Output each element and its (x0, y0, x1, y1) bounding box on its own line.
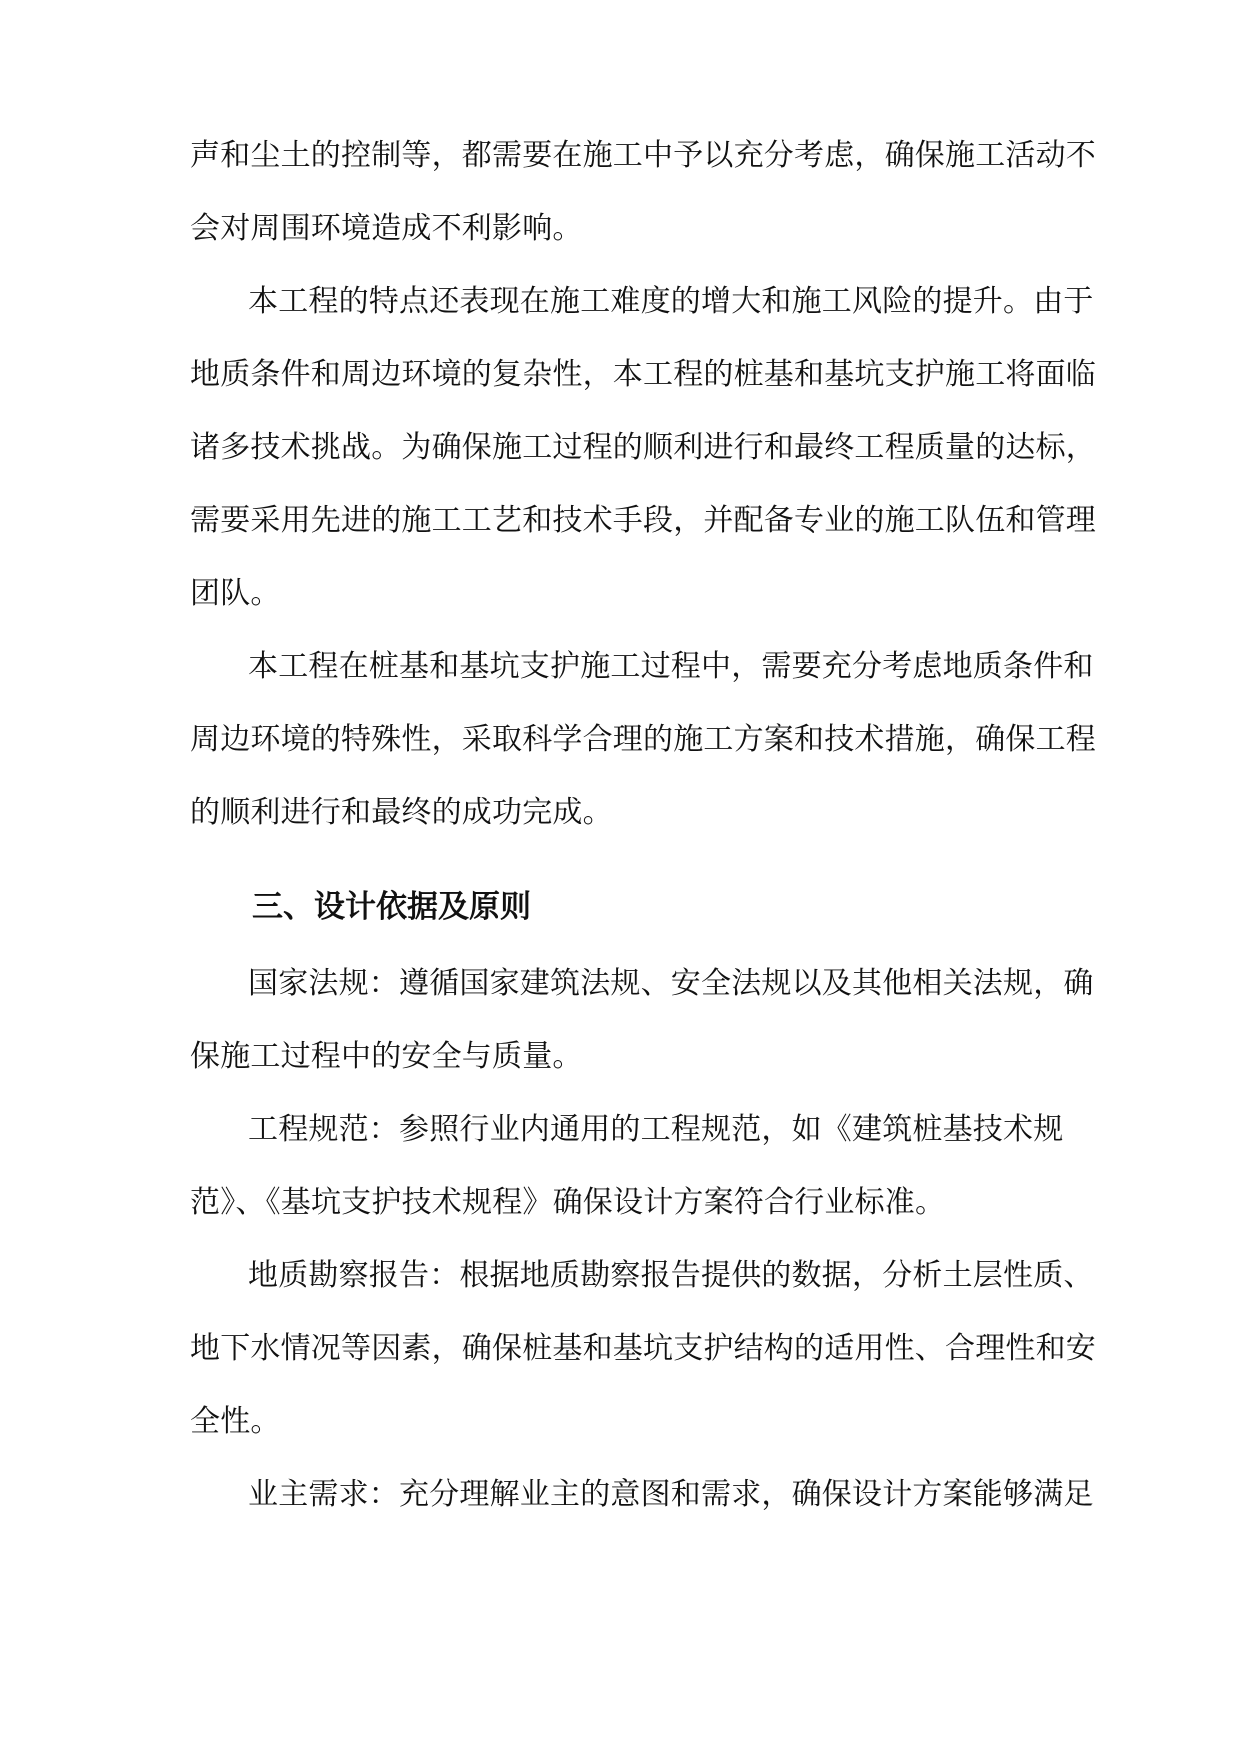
paragraph-1-line-2: 会对周围环境造成不利影响。 (190, 211, 583, 246)
paragraph-3-line-2: 周边环境的特殊性，采取科学合理的施工方案和技术措施，确保工程 (190, 722, 1096, 757)
paragraph-1-line-1: 声和尘土的控制等，都需要在施工中予以充分考虑，确保施工活动不 (190, 138, 1096, 173)
section-paragraph-1-line-2: 保施工过程中的安全与质量。 (190, 1039, 583, 1074)
section-paragraph-3-line-2: 地下水情况等因素，确保桩基和基坑支护结构的适用性、合理性和安 (190, 1331, 1096, 1366)
section-heading: 三、设计依据及原则 (252, 889, 531, 925)
section-paragraph-4-line-1: 业主需求：充分理解业主的意图和需求，确保设计方案能够满足 (248, 1477, 1094, 1512)
paragraph-2-line-1: 本工程的特点还表现在施工难度的增大和施工风险的提升。由于 (248, 284, 1094, 319)
section-paragraph-2-line-1: 工程规范：参照行业内通用的工程规范，如《建筑桩基技术规 (248, 1112, 1064, 1147)
section-paragraph-2-line-2: 范》、《基坑支护技术规程》确保设计方案符合行业标准。 (190, 1185, 946, 1220)
section-paragraph-3-line-1: 地质勘察报告：根据地质勘察报告提供的数据，分析土层性质、 (248, 1258, 1094, 1293)
paragraph-2-line-4: 需要采用先进的施工工艺和技术手段，并配备专业的施工队伍和管理 (190, 503, 1096, 538)
paragraph-2-line-5: 团队。 (190, 576, 281, 611)
paragraph-2-line-2: 地质条件和周边环境的复杂性，本工程的桩基和基坑支护施工将面临 (190, 357, 1096, 392)
paragraph-3-line-3: 的顺利进行和最终的成功完成。 (190, 795, 613, 830)
paragraph-3-line-1: 本工程在桩基和基坑支护施工过程中，需要充分考虑地质条件和 (248, 649, 1094, 684)
paragraph-2-line-3: 诸多技术挑战。为确保施工过程的顺利进行和最终工程质量的达标， (190, 430, 1096, 465)
section-paragraph-3-line-3: 全性。 (190, 1404, 281, 1439)
section-paragraph-1-line-1: 国家法规：遵循国家建筑法规、安全法规以及其他相关法规，确 (248, 966, 1094, 1001)
